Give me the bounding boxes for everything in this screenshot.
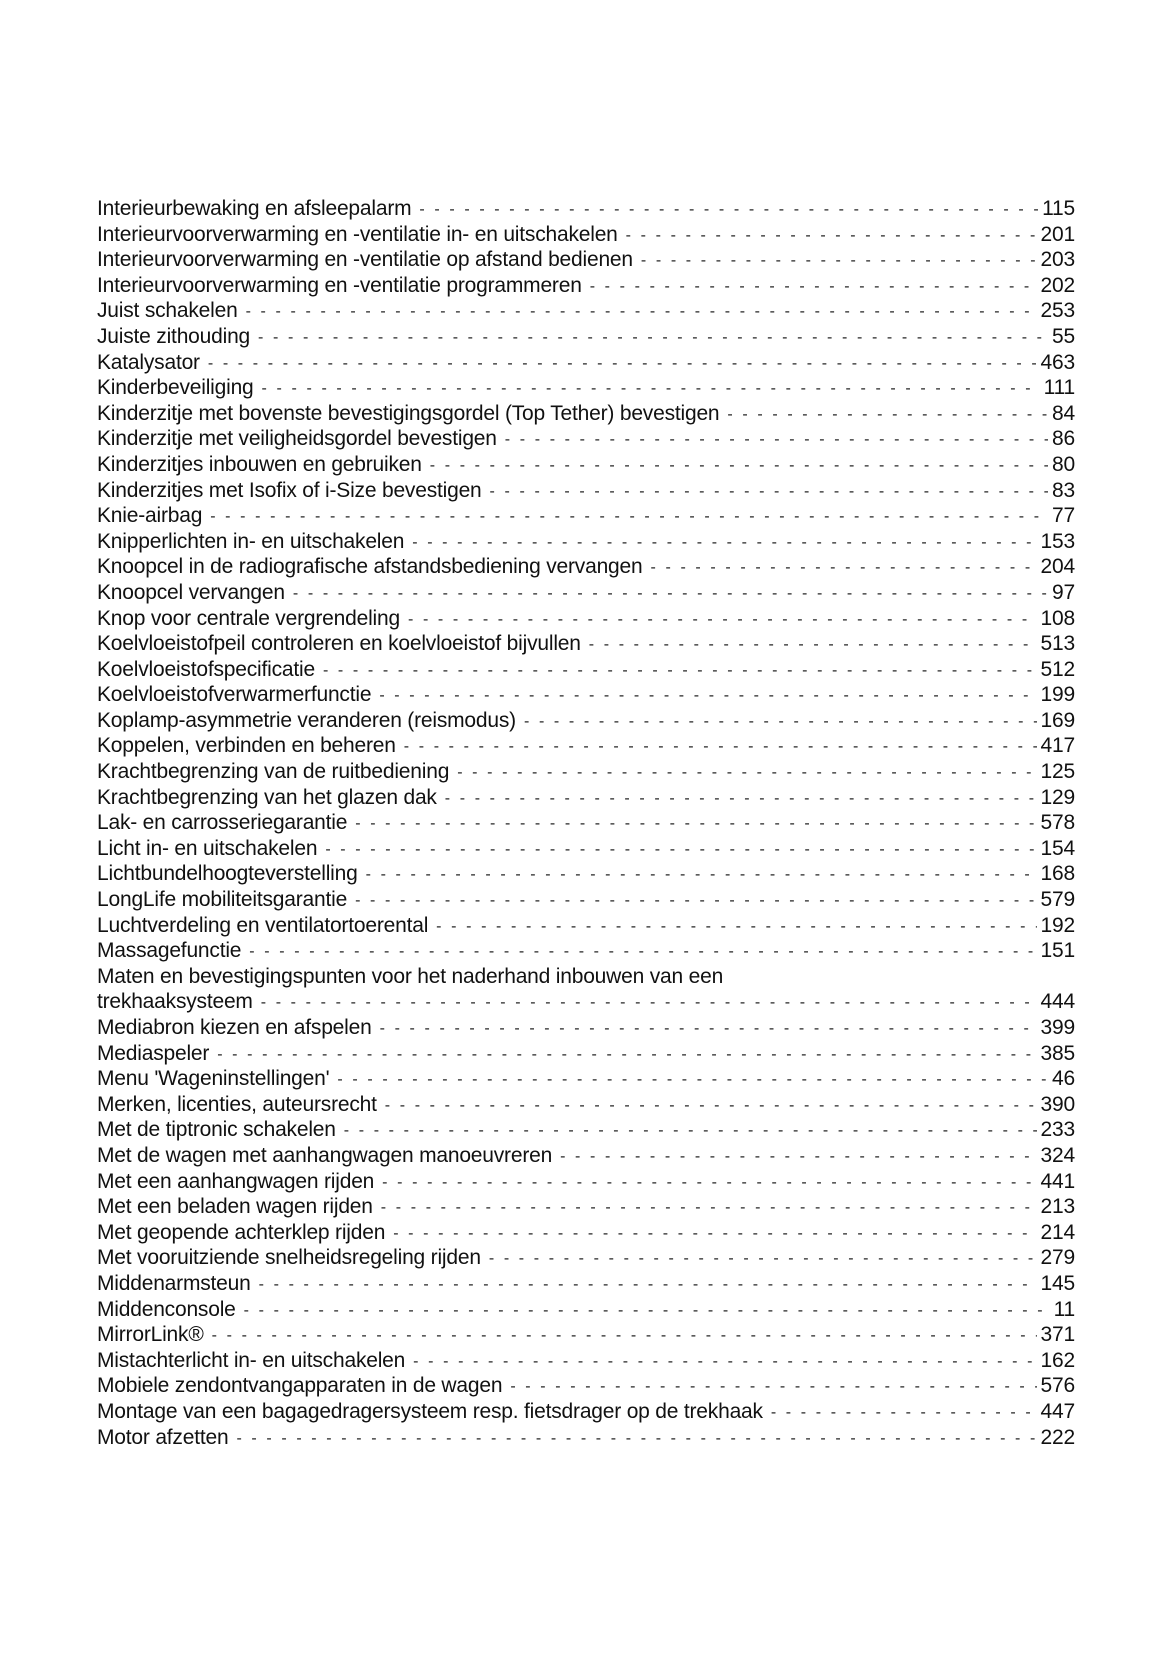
dot-leader	[246, 299, 1037, 325]
page-number: 11	[1053, 1297, 1075, 1321]
index-term: Koplamp-asymmetrie veranderen (reismodus)	[97, 708, 516, 732]
page-number: 222	[1040, 1425, 1075, 1449]
index-entry	[97, 401, 1075, 427]
dot-leader	[385, 1093, 1037, 1119]
index-entry	[97, 452, 1075, 478]
index-entry	[97, 196, 1075, 222]
page-number: 279	[1040, 1246, 1075, 1270]
index-term: Interieurvoorverwarming en -ventilatie programmeren	[97, 273, 582, 297]
index-entry	[97, 1399, 1075, 1425]
page-number: 204	[1040, 555, 1075, 579]
page-number: 201	[1040, 222, 1075, 246]
index-term: Knoopcel vervangen	[97, 580, 285, 604]
index-term: LongLife mobiliteitsgarantie	[97, 888, 348, 912]
page-number: 192	[1040, 913, 1075, 937]
index-entry	[97, 375, 1075, 401]
index-entry	[97, 657, 1075, 683]
index-entry	[97, 1143, 1075, 1169]
page-number: 97	[1052, 580, 1075, 604]
index-term: Lak- en carrosseriegarantie	[97, 811, 348, 835]
page-number: 390	[1040, 1092, 1075, 1116]
page-number: 324	[1040, 1143, 1075, 1167]
index-term: Mediaspeler	[97, 1041, 210, 1065]
page-number: 80	[1052, 452, 1075, 476]
index-entry	[97, 682, 1075, 708]
dot-leader	[355, 888, 1036, 914]
page-number: 463	[1040, 350, 1075, 374]
dot-leader	[382, 1170, 1036, 1196]
dot-leader	[589, 632, 1037, 658]
dot-leader	[510, 1374, 1036, 1400]
dot-leader	[641, 248, 1037, 274]
page-number: 168	[1040, 862, 1075, 886]
index-term: Met geopende achterklep rijden	[97, 1220, 386, 1244]
dot-leader	[366, 862, 1037, 888]
index-term: Interieurbewaking en afsleepalarm	[97, 197, 412, 220]
index-entry	[97, 938, 1075, 964]
index-term: Kinderzitje met bovenste bevestigingsgordel (Top Tether) bevestigen	[97, 401, 720, 425]
page-number: 115	[1042, 197, 1075, 220]
index-term: Koppelen, verbinden en beheren	[97, 734, 396, 758]
dot-leader	[490, 479, 1048, 505]
index-term: Met vooruitziende snelheidsregeling rijden	[97, 1246, 481, 1270]
index-entry-continuation	[97, 989, 1075, 1015]
index-term: Juist schakelen	[97, 299, 238, 323]
index-term: Knipperlichten in- en uitschakelen	[97, 529, 405, 553]
dot-leader	[436, 914, 1036, 940]
index-entry	[97, 1373, 1075, 1399]
index-term: Licht in- en uitschakelen	[97, 836, 318, 860]
dot-leader	[404, 734, 1037, 760]
page-number: 371	[1040, 1323, 1075, 1347]
index-entry	[97, 1015, 1075, 1041]
dot-leader	[344, 1118, 1037, 1144]
page-number: 77	[1052, 504, 1075, 528]
page-number: 417	[1040, 734, 1075, 758]
index-entry	[97, 913, 1075, 939]
index-entry	[97, 810, 1075, 836]
page-number: 441	[1040, 1169, 1075, 1193]
dot-leader	[445, 786, 1037, 812]
index-term: Knie-airbag	[97, 504, 203, 528]
index-entry	[97, 580, 1075, 606]
page-number: 55	[1052, 324, 1075, 348]
page-number: 154	[1040, 836, 1075, 860]
index-entry	[97, 503, 1075, 529]
index-term: Lichtbundelhoogteverstelling	[97, 862, 358, 886]
index-entry	[97, 836, 1075, 862]
dot-leader	[323, 658, 1037, 684]
index-term: Knop voor centrale vergrendeling	[97, 606, 400, 630]
index-term: Koelvloeistofspecificatie	[97, 657, 315, 681]
dot-leader	[259, 1272, 1037, 1298]
index-term: Luchtverdeling en ventilatortoerental	[97, 913, 429, 937]
dot-leader	[590, 274, 1037, 300]
dot-leader	[208, 351, 1037, 377]
dot-leader	[355, 811, 1036, 837]
page-number: 578	[1040, 811, 1075, 835]
page-number: 202	[1040, 273, 1075, 297]
index-entry	[97, 1297, 1075, 1323]
dot-leader	[489, 1246, 1037, 1272]
index-entry	[97, 529, 1075, 555]
index-term: Middenconsole	[97, 1297, 236, 1321]
page-number: 444	[1040, 990, 1075, 1014]
index-entry	[97, 1066, 1075, 1092]
dot-leader	[380, 1016, 1037, 1042]
index-entry	[97, 1271, 1075, 1297]
index-entry	[97, 1322, 1075, 1348]
index-term: Interieurvoorverwarming en -ventilatie in- en uitschakelen	[97, 222, 618, 246]
page-number: 579	[1040, 888, 1075, 912]
dot-leader	[337, 1067, 1048, 1093]
index-entry	[97, 759, 1075, 785]
page-number: 385	[1040, 1041, 1075, 1065]
page-number: 253	[1040, 299, 1075, 323]
index-term: Koelvloeistofverwarmerfunctie	[97, 683, 372, 707]
page-number: 162	[1040, 1348, 1075, 1372]
index-entry	[97, 273, 1075, 299]
index-term: Massagefunctie	[97, 939, 242, 963]
index-term: Met de tiptronic schakelen	[97, 1118, 336, 1142]
dot-leader	[236, 1426, 1036, 1452]
dot-leader	[381, 1195, 1037, 1221]
index-entry	[97, 1425, 1075, 1451]
dot-leader	[457, 760, 1036, 786]
page-number: 213	[1040, 1195, 1075, 1219]
index-entry	[97, 1117, 1075, 1143]
dot-leader	[293, 581, 1048, 607]
index-term: Met de wagen met aanhangwagen manoeuvreren	[97, 1143, 553, 1167]
index-term: Mediabron kiezen en afspelen	[97, 1016, 372, 1039]
dot-leader	[210, 504, 1048, 530]
page-number: 214	[1040, 1220, 1075, 1244]
dot-leader	[393, 1221, 1036, 1247]
dot-leader	[408, 607, 1037, 633]
page-number: 169	[1040, 708, 1075, 732]
dot-leader	[412, 530, 1036, 556]
index-term: MirrorLink®	[97, 1323, 204, 1347]
index-entry	[97, 733, 1075, 759]
dot-leader	[262, 376, 1040, 402]
index-entry	[97, 1169, 1075, 1195]
index-entry	[97, 350, 1075, 376]
index-list	[97, 196, 1075, 1450]
index-entry	[97, 887, 1075, 913]
page-number: 153	[1040, 529, 1075, 553]
page-number: 203	[1040, 248, 1075, 272]
page-number: 111	[1043, 376, 1075, 400]
page-number: 151	[1040, 939, 1075, 963]
index-term: Interieurvoorverwarming en -ventilatie op afstand bedienen	[97, 248, 633, 272]
index-term: Kinderzitjes inbouwen en gebruiken	[97, 452, 422, 476]
dot-leader	[419, 197, 1038, 223]
index-term: Montage van een bagagedragersysteem resp. fietsdrager op de trekhaak	[97, 1399, 763, 1423]
index-entry	[97, 785, 1075, 811]
index-term: Met een aanhangwagen rijden	[97, 1169, 375, 1193]
page-number: 399	[1040, 1016, 1075, 1039]
index-term: Menu 'Wageninstellingen'	[97, 1067, 330, 1091]
index-entry	[97, 1092, 1075, 1118]
index-entry	[97, 554, 1075, 580]
index-term: Katalysator	[97, 350, 200, 374]
dot-leader	[261, 990, 1037, 1016]
index-term: Juiste zithouding	[97, 324, 251, 348]
dot-leader	[244, 1298, 1050, 1324]
index-term: Kinderbeveiliging	[97, 376, 254, 400]
dot-leader	[771, 1400, 1037, 1426]
index-term: Krachtbegrenzing van het glazen dak	[97, 785, 437, 809]
index-entry	[97, 631, 1075, 657]
page-number: 513	[1040, 632, 1075, 656]
index-term: Koelvloeistofpeil controleren en koelvloeistof bijvullen	[97, 632, 581, 656]
dot-leader	[379, 683, 1036, 709]
index-term: Knoopcel in de radiografische afstandsbediening vervangen	[97, 555, 643, 579]
dot-leader	[560, 1144, 1036, 1170]
page-number: 447	[1040, 1399, 1075, 1423]
dot-leader	[325, 837, 1036, 863]
index-term: Mistachterlicht in- en uitschakelen	[97, 1348, 406, 1372]
dot-leader	[651, 555, 1037, 581]
index-entry	[97, 324, 1075, 350]
index-term: Mobiele zendontvangapparaten in de wagen	[97, 1374, 503, 1398]
index-entry	[97, 1348, 1075, 1374]
index-term: Kinderzitje met veiligheidsgordel bevestigen	[97, 427, 497, 451]
page-number: 199	[1040, 683, 1075, 707]
dot-leader	[626, 223, 1037, 249]
index-term: Kinderzitjes met Isofix of i-Size bevestigen	[97, 478, 482, 502]
page-number: 84	[1052, 401, 1075, 425]
dot-leader	[258, 325, 1048, 351]
index-entry	[97, 606, 1075, 632]
index-entry	[97, 1194, 1075, 1220]
dot-leader	[524, 709, 1037, 735]
index-entry	[97, 222, 1075, 248]
index-entry	[97, 1220, 1075, 1246]
index-term: Motor afzetten	[97, 1425, 229, 1449]
dot-leader	[430, 453, 1048, 479]
dot-leader	[217, 1042, 1036, 1068]
index-term: Krachtbegrenzing van de ruitbediening	[97, 760, 450, 784]
dot-leader	[727, 402, 1048, 428]
page-number: 233	[1040, 1118, 1075, 1142]
page-number: 512	[1040, 657, 1075, 681]
page-number: 83	[1052, 478, 1075, 502]
index-entry	[97, 247, 1075, 273]
dot-leader	[413, 1349, 1036, 1375]
index-term: Merken, licenties, auteursrecht	[97, 1092, 377, 1116]
index-term: Met een beladen wagen rijden	[97, 1195, 373, 1219]
index-entry	[97, 298, 1075, 324]
dot-leader	[212, 1323, 1037, 1349]
index-term-continuation: trekhaaksysteem	[97, 990, 253, 1014]
page-number: 129	[1040, 785, 1075, 809]
index-entry	[97, 1245, 1075, 1271]
page-number: 108	[1040, 606, 1075, 630]
index-entry	[97, 964, 1075, 990]
page-number: 576	[1040, 1374, 1075, 1398]
index-entry	[97, 1041, 1075, 1067]
page-number: 46	[1052, 1067, 1075, 1091]
index-entry	[97, 426, 1075, 452]
page-number: 86	[1052, 427, 1075, 451]
index-term: Middenarmsteun	[97, 1271, 251, 1295]
page-number: 125	[1040, 760, 1075, 784]
index-entry	[97, 861, 1075, 887]
page-number: 145	[1040, 1271, 1075, 1295]
dot-leader	[249, 939, 1036, 965]
index-term: Maten en bevestigingspunten voor het naderhand inbouwen van een	[97, 964, 724, 988]
index-entry	[97, 478, 1075, 504]
index-entry	[97, 708, 1075, 734]
dot-leader	[505, 427, 1048, 453]
